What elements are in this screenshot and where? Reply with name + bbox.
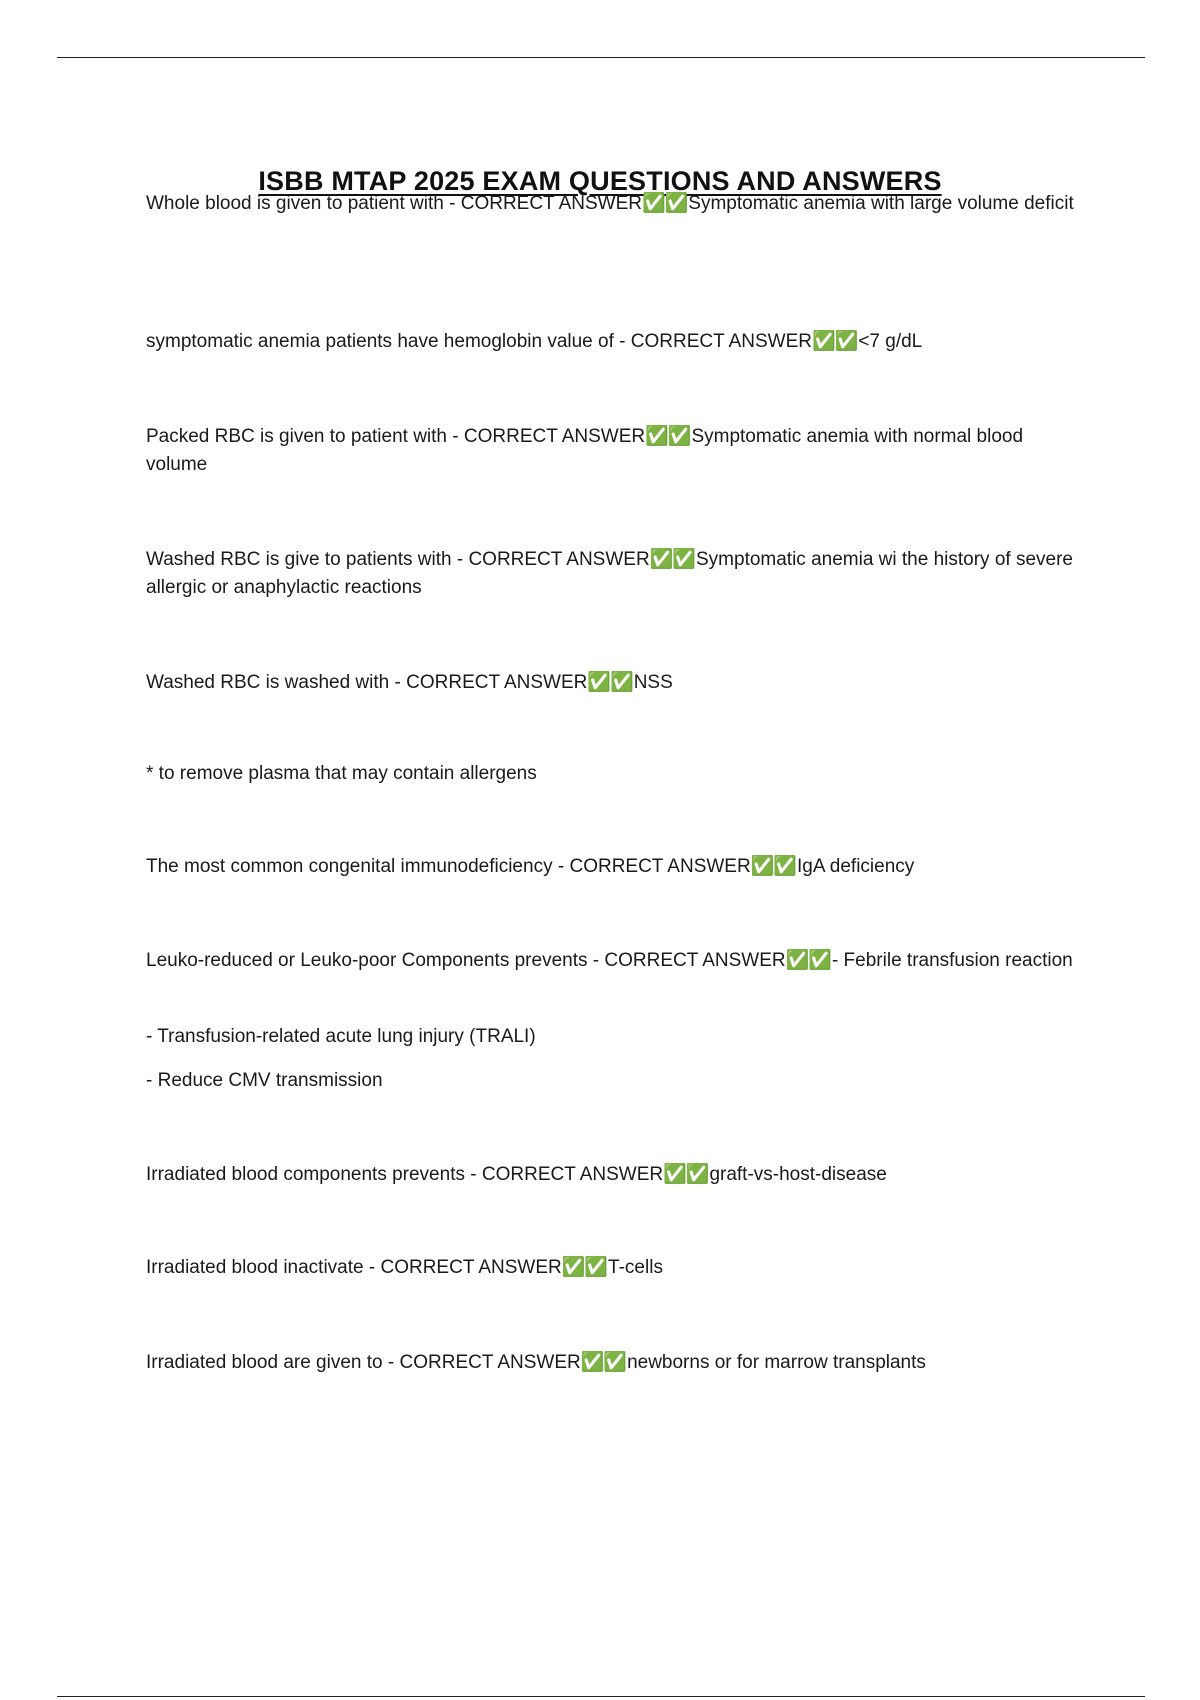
question-text: Irradiated blood are given to: [146, 1352, 383, 1373]
check-icon: ✅✅: [649, 549, 695, 570]
answer-marker: CORRECT ANSWER: [604, 950, 786, 971]
top-rule: [57, 57, 1145, 58]
answer-text: Symptomatic anemia wi the history of severe allergic or anaphylactic reactions: [146, 549, 1073, 598]
question-text: Packed RBC is given to patient with: [146, 426, 447, 447]
question-text: Washed RBC is washed with: [146, 672, 390, 693]
answer-marker: CORRECT ANSWER: [468, 549, 650, 570]
qa-item: Whole blood is given to patient with - CORRECT ANSWER✅✅Symptomatic anemia with large volume deficit: [146, 193, 1074, 214]
note-line: - Transfusion-related acute lung injury (TRALI): [146, 1026, 536, 1047]
check-icon: ✅✅: [812, 331, 858, 352]
note-line: * to remove plasma that may contain allergens: [146, 763, 537, 784]
question-text: Leuko-reduced or Leuko-poor Components prevents: [146, 950, 588, 971]
answer-text: Symptomatic anemia with normal blood volume: [146, 426, 1024, 475]
answer-marker: CORRECT ANSWER: [406, 672, 588, 693]
question-text: symptomatic anemia patients have hemoglobin value of: [146, 331, 614, 352]
answer-text: - Febrile transfusion reaction: [831, 950, 1073, 971]
answer-text: IgA deficiency: [797, 856, 915, 877]
check-icon: ✅✅: [641, 193, 688, 214]
answer-text: <7 g/dL: [858, 331, 923, 352]
answer-marker: CORRECT ANSWER: [460, 193, 642, 214]
bottom-rule: [57, 1696, 1145, 1697]
question-text: Irradiated blood inactivate: [146, 1257, 364, 1278]
check-icon: ✅✅: [750, 856, 797, 877]
note-line: - Reduce CMV transmission: [146, 1070, 383, 1091]
question-text: The most common congenital immunodeficiency: [146, 856, 553, 877]
check-icon: ✅✅: [663, 1164, 709, 1185]
answer-marker: CORRECT ANSWER: [399, 1352, 581, 1373]
answer-marker: CORRECT ANSWER: [630, 331, 812, 352]
answer-marker: CORRECT ANSWER: [463, 426, 646, 447]
answer-text: graft-vs-host-disease: [709, 1164, 887, 1185]
page-title: ISBB MTAP 2025 EXAM QUESTIONS AND ANSWERS: [258, 166, 942, 197]
qa-item: Washed RBC is washed with - CORRECT ANSWER✅✅NSS: [146, 672, 673, 693]
check-icon: ✅✅: [561, 1257, 608, 1278]
answer-text: newborns or for marrow transplants: [627, 1352, 926, 1373]
answer-text: NSS: [633, 672, 673, 693]
answer-text: T-cells: [608, 1257, 663, 1278]
question-text: Washed RBC is give to patients with: [146, 549, 452, 570]
check-icon: ✅✅: [785, 950, 831, 971]
answer-marker: CORRECT ANSWER: [481, 1164, 664, 1185]
qa-item: Irradiated blood are given to - CORRECT ANSWER✅✅newborns or for marrow transplants: [146, 1352, 926, 1373]
qa-item: Irradiated blood components prevents - CORRECT ANSWER✅✅graft-vs-host-disease: [146, 1164, 887, 1185]
check-icon: ✅✅: [645, 426, 691, 447]
qa-item: The most common congenital immunodeficiency - CORRECT ANSWER✅✅IgA deficiency: [146, 856, 915, 877]
qa-item: Packed RBC is given to patient with - CORRECT ANSWER✅✅Symptomatic anemia with normal blood volume: [146, 426, 1024, 475]
check-icon: ✅✅: [587, 672, 633, 693]
answer-marker: CORRECT ANSWER: [380, 1257, 562, 1278]
qa-item: symptomatic anemia patients have hemoglobin value of - CORRECT ANSWER✅✅<7 g/dL: [146, 331, 923, 352]
answer-marker: CORRECT ANSWER: [569, 856, 751, 877]
qa-item: Leuko-reduced or Leuko-poor Components prevents - CORRECT ANSWER✅✅- Febrile transfusion reaction: [146, 950, 1073, 971]
qa-item: Washed RBC is give to patients with - CORRECT ANSWER✅✅Symptomatic anemia wi the history of severe allergic or anaphylactic reactions: [146, 549, 1073, 598]
check-icon: ✅✅: [580, 1352, 627, 1373]
answer-text: Symptomatic anemia with large volume deficit: [688, 193, 1074, 214]
question-text: Irradiated blood components prevents: [146, 1164, 465, 1185]
question-text: Whole blood is given to patient with: [146, 193, 444, 214]
qa-item: Irradiated blood inactivate - CORRECT ANSWER✅✅T-cells: [146, 1257, 663, 1278]
